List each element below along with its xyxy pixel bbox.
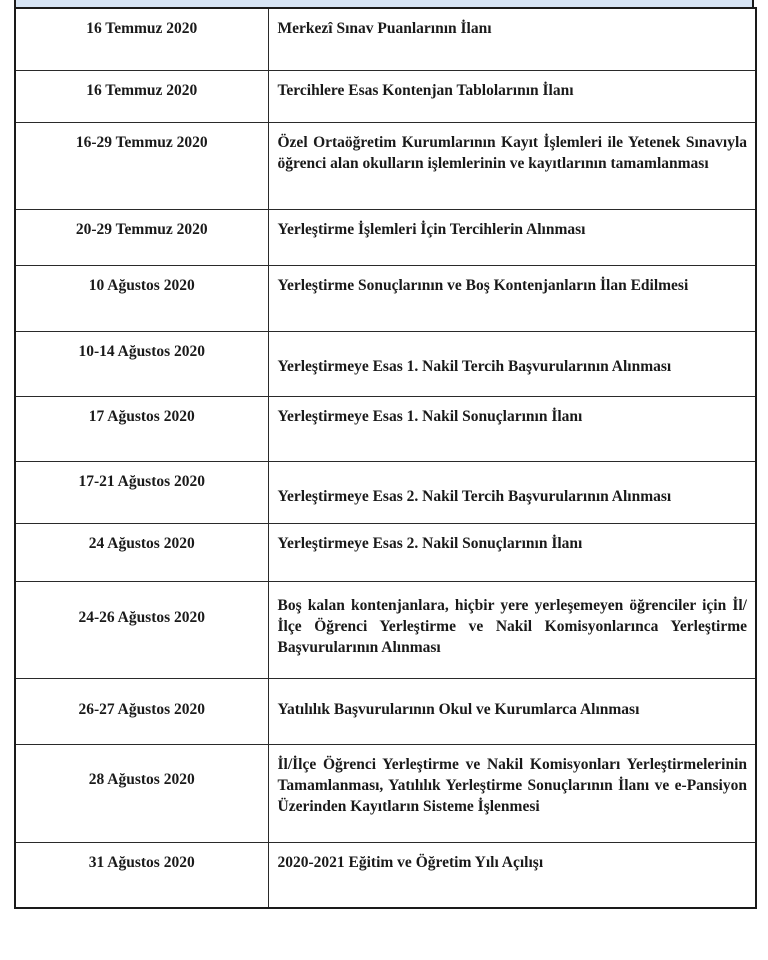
- date-cell: 20-29 Temmuz 2020: [75, 220, 208, 238]
- event-cell: Yerleştirmeye Esas 1. Nakil Tercih Başvurularının Alınması: [277, 357, 672, 375]
- table-row: [15, 265, 756, 331]
- table-row: [15, 842, 756, 908]
- schedule-table: [14, 7, 757, 909]
- date-cell: 10-14 Ağustos 2020: [78, 342, 206, 360]
- event-cell: Yatılılık Başvurularının Okul ve Kurumlarca Alınması: [277, 700, 640, 718]
- date-cell: 31 Ağustos 2020: [88, 853, 195, 871]
- date-cell: 24 Ağustos 2020: [88, 534, 195, 552]
- event-cell: İl/İlçe Öğrenci Yerleştirme ve Nakil Komisyonları Yerleştirmelerinin Tamamlanması, Yatılılık Yerleştirme Sonuçlarının İlanı ve e-Pansiyon Üzerinden Kayıtların Sisteme İşlenmesi: [277, 755, 747, 815]
- event-cell: Yerleştirmeye Esas 2. Nakil Tercih Başvurularının Alınması: [277, 487, 672, 505]
- table-row: [15, 461, 756, 523]
- table-row: [15, 70, 756, 122]
- table-row: [15, 581, 756, 678]
- table-row: [15, 209, 756, 265]
- date-cell: 16 Temmuz 2020: [86, 81, 198, 99]
- table-row: [15, 678, 756, 744]
- event-cell: 2020-2021 Eğitim ve Öğretim Yılı Açılışı: [277, 853, 544, 871]
- date-cell: 16-29 Temmuz 2020: [75, 133, 208, 151]
- event-cell: Tercihlere Esas Kontenjan Tablolarının İlanı: [277, 81, 574, 99]
- table-row: [15, 396, 756, 461]
- event-cell: Yerleştirme Sonuçlarının ve Boş Kontenjanların İlan Edilmesi: [277, 276, 689, 294]
- date-cell: 10 Ağustos 2020: [88, 276, 195, 294]
- date-cell: 16 Temmuz 2020: [86, 20, 198, 37]
- event-cell: Merkezî Sınav Puanlarının İlanı: [277, 20, 492, 37]
- table-row: [15, 744, 756, 842]
- date-cell: 28 Ağustos 2020: [88, 770, 195, 788]
- table-row: [15, 523, 756, 581]
- table-row: [15, 331, 756, 396]
- event-cell: Yerleştirmeye Esas 1. Nakil Sonuçlarının İlanı: [277, 407, 583, 425]
- table-row: [15, 122, 756, 209]
- date-cell: 17-21 Ağustos 2020: [78, 472, 206, 490]
- date-cell: 26-27 Ağustos 2020: [78, 700, 206, 718]
- date-cell: 24-26 Ağustos 2020: [78, 608, 206, 626]
- event-cell: Özel Ortaöğretim Kurumlarının Kayıt İşlemleri ile Yetenek Sınavıyla öğrenci alan okulların işlemlerinin ve kayıtlarının tamamlanması: [277, 133, 747, 172]
- date-cell: 17 Ağustos 2020: [88, 407, 195, 425]
- event-cell: Boş kalan kontenjanlara, hiçbir yere yerleşemeyen öğrenciler için İl/İlçe Öğrenci Yerleştirme ve Nakil Komisyonlarınca Yerleştirme Başvurularının Alınması: [277, 596, 747, 656]
- event-cell: Yerleştirme İşlemleri İçin Tercihlerin Alınması: [277, 220, 586, 238]
- event-cell: Yerleştirmeye Esas 2. Nakil Sonuçlarının İlanı: [277, 534, 583, 552]
- table-row: [15, 8, 756, 70]
